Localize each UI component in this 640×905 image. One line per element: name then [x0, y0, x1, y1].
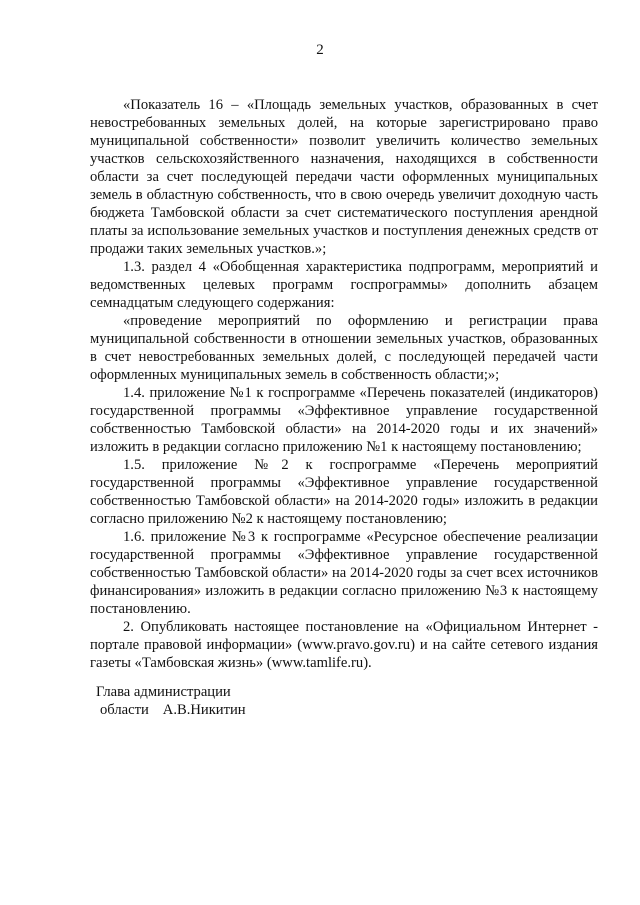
signatory-position-line2: области: [100, 702, 149, 718]
paragraph-1-6: 1.6. приложение №3 к госпрограмме «Ресурсное обеспечение реализации государственной программы «Эффективное управление государственной собственностью Тамбовской области» на 2014-2020 годы за счет всех источников финансирования» изложить в редакции согласно приложению №3 к настоящему постановлению.: [90, 529, 598, 617]
paragraph-1-5: 1.5. приложение №2 к госпрограмме «Перечень мероприятий государственной программы «Эффективное управление государственной собственностью Тамбовской области» на 2014-2020 годы» изложить в редакции согласно приложению №2 к настоящему постановлению;: [90, 457, 598, 527]
paragraph-1-3-content: «проведение мероприятий по оформлению и регистрации права муниципальной собственности в отношении земельных участков, образованных в счет невостребованных земельных долей, с последующей передачей части оформленных муниципальных земель в собственность области;»;: [90, 313, 598, 383]
paragraph-2: 2. Опубликовать настоящее постановление на «Официальном Интернет - портале правовой информации» (www.pravo.gov.ru) и на сайте сетевого издания газеты «Тамбовская жизнь» (www.tamlife.ru).: [90, 619, 598, 671]
signatory-name: А.В.Никитин: [162, 702, 246, 718]
paragraph-1-3: 1.3. раздел 4 «Обобщенная характеристика подпрограмм, мероприятий и ведомственных целевых программ госпрограммы» дополнить абзацем семнадцатым следующего содержания:: [90, 259, 598, 311]
paragraph-1-4: 1.4. приложение №1 к госпрограмме «Перечень показателей (индикаторов) государственной программы «Эффективное управление государственной собственностью Тамбовской области» на 2014-2020 годы и их значений» изложить в редакции согласно приложению №1 к настоящему постановлению;: [90, 385, 598, 455]
signature-block: [96, 683, 246, 719]
page-number: 2: [316, 42, 324, 58]
document-body: [90, 96, 598, 672]
paragraph-indicator-16: «Показатель 16 – «Площадь земельных участков, образованных в счет невостребованных земельных долей, на которые зарегистрировано право муниципальной собственности» позволит увеличить количество земельных участков сельскохозяйственного назначения, находящихся в собственности области за счет последующей передачи части оформленных муниципальных земель в областную собственность, что в свою очередь увеличит доходную часть бюджета Тамбовской области за счет систематического поступления арендной платы за использование земельных участков и поступления денежных средств от продажи таких земельных участков.»;: [90, 97, 598, 257]
signatory-line2: [96, 701, 246, 719]
signatory-position-line1: Глава администрации: [96, 684, 231, 700]
